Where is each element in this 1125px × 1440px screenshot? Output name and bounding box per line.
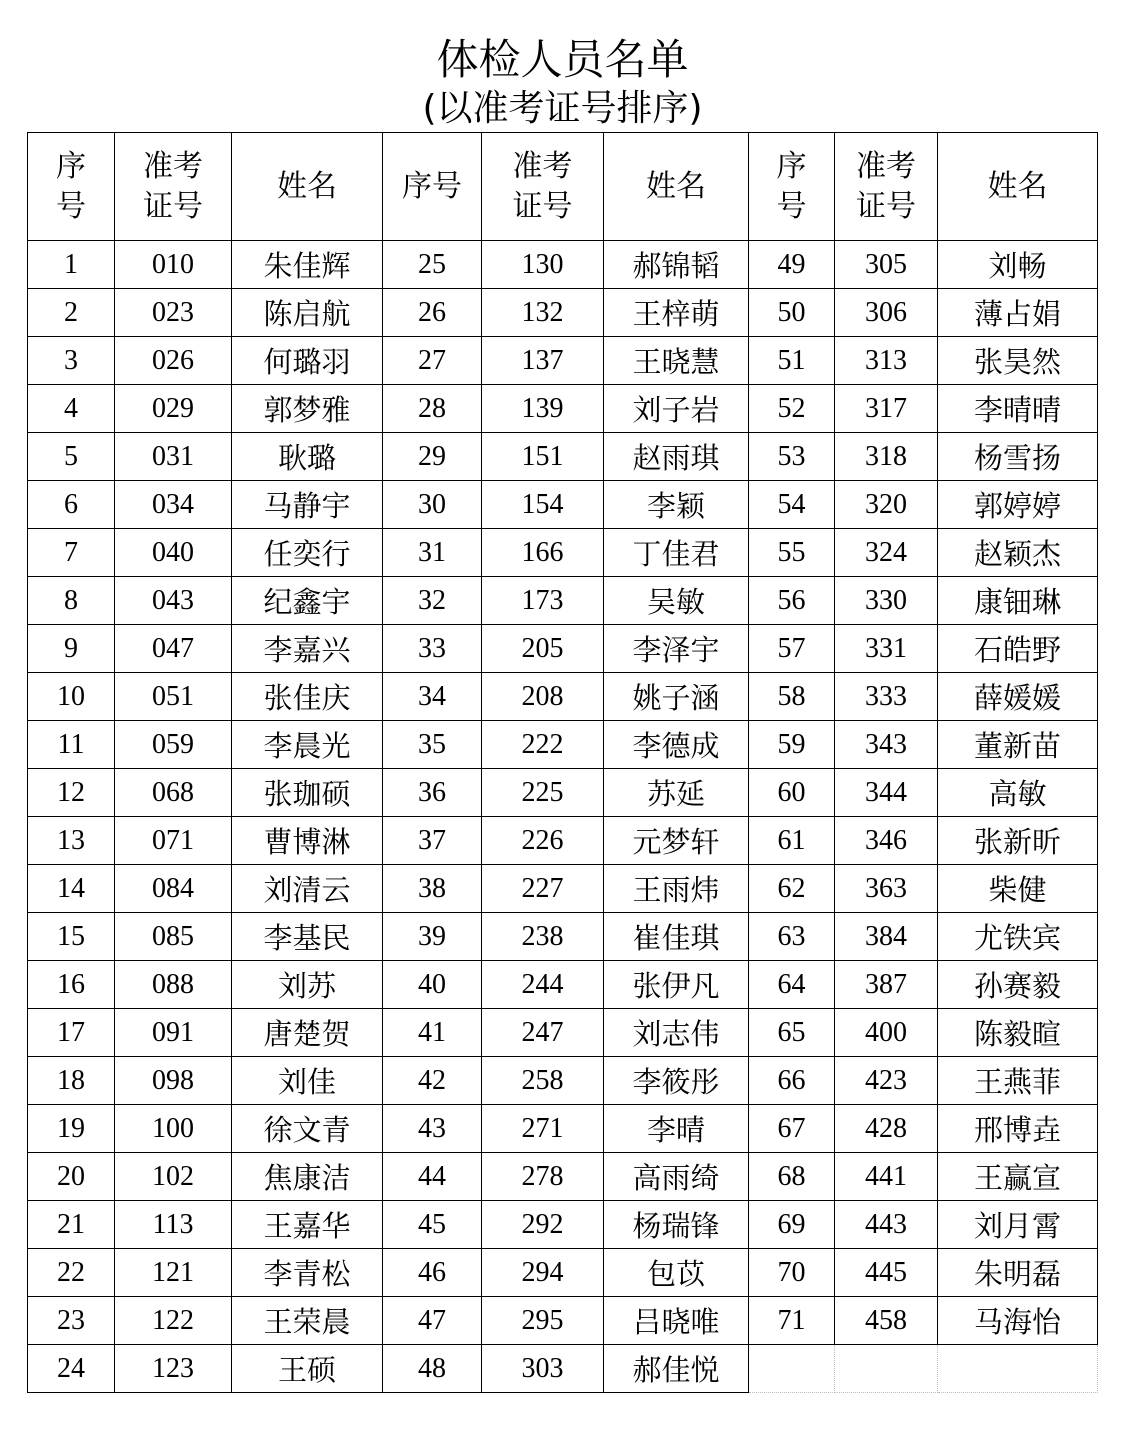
seq-cell: 55 xyxy=(749,529,835,577)
table-row xyxy=(28,961,1098,1009)
name-cell: 李晴 xyxy=(604,1105,749,1153)
exam-id-cell: 085 xyxy=(115,913,232,961)
page-subtitle: (以准考证号排序) xyxy=(422,88,703,129)
seq-cell: 4 xyxy=(28,385,115,433)
table-row xyxy=(28,817,1098,865)
exam-id-cell: 068 xyxy=(115,769,232,817)
roster-table xyxy=(27,132,1098,1393)
name-cell: 任奕行 xyxy=(232,529,383,577)
exam-id-cell: 139 xyxy=(482,385,604,433)
seq-cell: 64 xyxy=(749,961,835,1009)
name-cell: 李晴晴 xyxy=(938,385,1098,433)
name-cell: 郭梦雅 xyxy=(232,385,383,433)
name-cell: 李基民 xyxy=(232,913,383,961)
seq-cell: 10 xyxy=(28,673,115,721)
exam-id-cell: 205 xyxy=(482,625,604,673)
name-cell: 丁佳君 xyxy=(604,529,749,577)
seq-cell: 18 xyxy=(28,1057,115,1105)
name-cell: 李筱彤 xyxy=(604,1057,749,1105)
name-cell: 张昊然 xyxy=(938,337,1098,385)
table-row xyxy=(28,1201,1098,1249)
seq-cell: 17 xyxy=(28,1009,115,1057)
seq-cell: 58 xyxy=(749,673,835,721)
table-row xyxy=(28,1297,1098,1345)
seq-cell: 67 xyxy=(749,1105,835,1153)
header-seq: 序号 xyxy=(383,133,482,241)
exam-id-cell: 023 xyxy=(115,289,232,337)
name-cell: 王硕 xyxy=(232,1345,383,1393)
seq-cell: 61 xyxy=(749,817,835,865)
table-row xyxy=(28,673,1098,721)
name-cell: 刘苏 xyxy=(232,961,383,1009)
name-cell: 薛媛媛 xyxy=(938,673,1098,721)
table-row xyxy=(28,1057,1098,1105)
seq-cell: 31 xyxy=(383,529,482,577)
name-cell: 张珈硕 xyxy=(232,769,383,817)
seq-cell: 65 xyxy=(749,1009,835,1057)
table-row xyxy=(28,625,1098,673)
seq-cell: 36 xyxy=(383,769,482,817)
exam-id-cell: 043 xyxy=(115,577,232,625)
table-row xyxy=(28,1009,1098,1057)
name-cell: 朱佳辉 xyxy=(232,241,383,289)
name-cell: 薄占娟 xyxy=(938,289,1098,337)
seq-cell: 26 xyxy=(383,289,482,337)
seq-cell: 9 xyxy=(28,625,115,673)
seq-cell: 38 xyxy=(383,865,482,913)
name-cell: 杨瑞锋 xyxy=(604,1201,749,1249)
exam-id-cell: 166 xyxy=(482,529,604,577)
seq-cell: 16 xyxy=(28,961,115,1009)
exam-id-cell: 295 xyxy=(482,1297,604,1345)
seq-cell: 53 xyxy=(749,433,835,481)
name-cell: 马静宇 xyxy=(232,481,383,529)
name-cell: 王雨炜 xyxy=(604,865,749,913)
seq-cell: 51 xyxy=(749,337,835,385)
name-cell: 王嘉华 xyxy=(232,1201,383,1249)
page-title: 体检人员名单 xyxy=(436,35,689,84)
exam-id-cell: 445 xyxy=(835,1249,938,1297)
exam-id-cell: 121 xyxy=(115,1249,232,1297)
table-row xyxy=(28,433,1098,481)
seq-cell: 43 xyxy=(383,1105,482,1153)
seq-cell: 23 xyxy=(28,1297,115,1345)
table-row xyxy=(28,577,1098,625)
name-cell: 张伊凡 xyxy=(604,961,749,1009)
seq-cell: 5 xyxy=(28,433,115,481)
seq-cell: 27 xyxy=(383,337,482,385)
seq-cell: 54 xyxy=(749,481,835,529)
name-cell: 元梦轩 xyxy=(604,817,749,865)
table-row xyxy=(28,481,1098,529)
seq-cell: 39 xyxy=(383,913,482,961)
name-cell: 李颖 xyxy=(604,481,749,529)
name-cell: 王晓慧 xyxy=(604,337,749,385)
name-cell: 刘畅 xyxy=(938,241,1098,289)
seq-cell: 6 xyxy=(28,481,115,529)
table-row xyxy=(28,913,1098,961)
seq-cell: 35 xyxy=(383,721,482,769)
name-cell: 刘月霄 xyxy=(938,1201,1098,1249)
seq-cell: 2 xyxy=(28,289,115,337)
exam-id-cell: 084 xyxy=(115,865,232,913)
name-cell: 王梓萌 xyxy=(604,289,749,337)
exam-id-cell: 047 xyxy=(115,625,232,673)
table-row xyxy=(28,1345,1098,1393)
table-row xyxy=(28,769,1098,817)
exam-id-cell: 040 xyxy=(115,529,232,577)
table-row xyxy=(28,1105,1098,1153)
name-cell: 徐文青 xyxy=(232,1105,383,1153)
seq-cell: 3 xyxy=(28,337,115,385)
exam-id-cell: 387 xyxy=(835,961,938,1009)
exam-id-cell: 222 xyxy=(482,721,604,769)
name-cell: 何璐羽 xyxy=(232,337,383,385)
exam-id-cell: 130 xyxy=(482,241,604,289)
name-cell: 包苡 xyxy=(604,1249,749,1297)
exam-id-cell: 305 xyxy=(835,241,938,289)
exam-id-cell: 100 xyxy=(115,1105,232,1153)
seq-cell: 37 xyxy=(383,817,482,865)
seq-cell: 68 xyxy=(749,1153,835,1201)
seq-cell: 41 xyxy=(383,1009,482,1057)
header-name: 姓名 xyxy=(938,133,1098,241)
table-row xyxy=(28,721,1098,769)
exam-id-cell: 051 xyxy=(115,673,232,721)
seq-cell: 69 xyxy=(749,1201,835,1249)
seq-cell: 12 xyxy=(28,769,115,817)
seq-cell: 22 xyxy=(28,1249,115,1297)
table-row xyxy=(28,337,1098,385)
seq-cell: 63 xyxy=(749,913,835,961)
seq-cell: 50 xyxy=(749,289,835,337)
exam-id-cell: 346 xyxy=(835,817,938,865)
exam-id-cell: 278 xyxy=(482,1153,604,1201)
name-cell: 高雨绮 xyxy=(604,1153,749,1201)
seq-cell: 48 xyxy=(383,1345,482,1393)
seq-cell: 14 xyxy=(28,865,115,913)
name-cell: 刘清云 xyxy=(232,865,383,913)
seq-cell: 56 xyxy=(749,577,835,625)
empty-cell xyxy=(749,1345,835,1393)
header-row xyxy=(28,133,1098,241)
name-cell: 王荣晨 xyxy=(232,1297,383,1345)
empty-cell xyxy=(938,1345,1098,1393)
seq-cell: 29 xyxy=(383,433,482,481)
name-cell: 唐楚贺 xyxy=(232,1009,383,1057)
empty-cell xyxy=(835,1345,938,1393)
table-row xyxy=(28,865,1098,913)
exam-id-cell: 010 xyxy=(115,241,232,289)
seq-cell: 21 xyxy=(28,1201,115,1249)
exam-id-cell: 400 xyxy=(835,1009,938,1057)
exam-id-cell: 294 xyxy=(482,1249,604,1297)
exam-id-cell: 344 xyxy=(835,769,938,817)
name-cell: 尤铁宾 xyxy=(938,913,1098,961)
exam-id-cell: 317 xyxy=(835,385,938,433)
name-cell: 李青松 xyxy=(232,1249,383,1297)
name-cell: 李嘉兴 xyxy=(232,625,383,673)
exam-id-cell: 034 xyxy=(115,481,232,529)
exam-id-cell: 102 xyxy=(115,1153,232,1201)
exam-id-cell: 247 xyxy=(482,1009,604,1057)
exam-id-cell: 029 xyxy=(115,385,232,433)
seq-cell: 34 xyxy=(383,673,482,721)
name-cell: 康钿琳 xyxy=(938,577,1098,625)
exam-id-cell: 271 xyxy=(482,1105,604,1153)
table-row xyxy=(28,529,1098,577)
seq-cell: 57 xyxy=(749,625,835,673)
exam-id-cell: 208 xyxy=(482,673,604,721)
header-seq: 序 号 xyxy=(28,133,115,241)
seq-cell: 1 xyxy=(28,241,115,289)
exam-id-cell: 238 xyxy=(482,913,604,961)
name-cell: 石皓野 xyxy=(938,625,1098,673)
name-cell: 张新昕 xyxy=(938,817,1098,865)
seq-cell: 19 xyxy=(28,1105,115,1153)
name-cell: 耿璐 xyxy=(232,433,383,481)
exam-id-cell: 318 xyxy=(835,433,938,481)
name-cell: 高敏 xyxy=(938,769,1098,817)
seq-cell: 59 xyxy=(749,721,835,769)
exam-id-cell: 363 xyxy=(835,865,938,913)
name-cell: 郭婷婷 xyxy=(938,481,1098,529)
exam-id-cell: 113 xyxy=(115,1201,232,1249)
exam-id-cell: 088 xyxy=(115,961,232,1009)
name-cell: 纪鑫宇 xyxy=(232,577,383,625)
name-cell: 朱明磊 xyxy=(938,1249,1098,1297)
seq-cell: 47 xyxy=(383,1297,482,1345)
name-cell: 郝佳悦 xyxy=(604,1345,749,1393)
name-cell: 崔佳琪 xyxy=(604,913,749,961)
name-cell: 李晨光 xyxy=(232,721,383,769)
table-row xyxy=(28,385,1098,433)
seq-cell: 71 xyxy=(749,1297,835,1345)
exam-id-cell: 226 xyxy=(482,817,604,865)
exam-id-cell: 122 xyxy=(115,1297,232,1345)
exam-id-cell: 227 xyxy=(482,865,604,913)
seq-cell: 66 xyxy=(749,1057,835,1105)
name-cell: 孙赛毅 xyxy=(938,961,1098,1009)
name-cell: 赵雨琪 xyxy=(604,433,749,481)
name-cell: 曹博淋 xyxy=(232,817,383,865)
seq-cell: 8 xyxy=(28,577,115,625)
seq-cell: 49 xyxy=(749,241,835,289)
exam-id-cell: 384 xyxy=(835,913,938,961)
name-cell: 苏延 xyxy=(604,769,749,817)
name-cell: 陈启航 xyxy=(232,289,383,337)
name-cell: 王赢宣 xyxy=(938,1153,1098,1201)
exam-id-cell: 173 xyxy=(482,577,604,625)
name-cell: 李德成 xyxy=(604,721,749,769)
seq-cell: 62 xyxy=(749,865,835,913)
header-exam-id: 准考 证号 xyxy=(115,133,232,241)
seq-cell: 33 xyxy=(383,625,482,673)
name-cell: 柴健 xyxy=(938,865,1098,913)
table-row xyxy=(28,241,1098,289)
seq-cell: 13 xyxy=(28,817,115,865)
exam-id-cell: 458 xyxy=(835,1297,938,1345)
name-cell: 刘佳 xyxy=(232,1057,383,1105)
seq-cell: 52 xyxy=(749,385,835,433)
header-name: 姓名 xyxy=(232,133,383,241)
seq-cell: 45 xyxy=(383,1201,482,1249)
name-cell: 邢博垚 xyxy=(938,1105,1098,1153)
exam-id-cell: 071 xyxy=(115,817,232,865)
name-cell: 赵颖杰 xyxy=(938,529,1098,577)
name-cell: 杨雪扬 xyxy=(938,433,1098,481)
exam-id-cell: 132 xyxy=(482,289,604,337)
header-exam-id: 准考 证号 xyxy=(482,133,604,241)
exam-id-cell: 330 xyxy=(835,577,938,625)
seq-cell: 28 xyxy=(383,385,482,433)
exam-id-cell: 306 xyxy=(835,289,938,337)
exam-id-cell: 031 xyxy=(115,433,232,481)
exam-id-cell: 320 xyxy=(835,481,938,529)
seq-cell: 11 xyxy=(28,721,115,769)
header-exam-id: 准考 证号 xyxy=(835,133,938,241)
exam-id-cell: 154 xyxy=(482,481,604,529)
name-cell: 郝锦韬 xyxy=(604,241,749,289)
exam-id-cell: 324 xyxy=(835,529,938,577)
exam-id-cell: 441 xyxy=(835,1153,938,1201)
seq-cell: 46 xyxy=(383,1249,482,1297)
seq-cell: 40 xyxy=(383,961,482,1009)
seq-cell: 42 xyxy=(383,1057,482,1105)
name-cell: 吕晓唯 xyxy=(604,1297,749,1345)
exam-id-cell: 059 xyxy=(115,721,232,769)
seq-cell: 20 xyxy=(28,1153,115,1201)
exam-id-cell: 098 xyxy=(115,1057,232,1105)
exam-id-cell: 428 xyxy=(835,1105,938,1153)
name-cell: 刘子岩 xyxy=(604,385,749,433)
table-row xyxy=(28,289,1098,337)
name-cell: 刘志伟 xyxy=(604,1009,749,1057)
seq-cell: 7 xyxy=(28,529,115,577)
seq-cell: 30 xyxy=(383,481,482,529)
header-name: 姓名 xyxy=(604,133,749,241)
name-cell: 马海怡 xyxy=(938,1297,1098,1345)
seq-cell: 25 xyxy=(383,241,482,289)
name-cell: 焦康洁 xyxy=(232,1153,383,1201)
exam-id-cell: 225 xyxy=(482,769,604,817)
seq-cell: 24 xyxy=(28,1345,115,1393)
exam-id-cell: 091 xyxy=(115,1009,232,1057)
name-cell: 吴敏 xyxy=(604,577,749,625)
exam-id-cell: 331 xyxy=(835,625,938,673)
exam-id-cell: 343 xyxy=(835,721,938,769)
name-cell: 李泽宇 xyxy=(604,625,749,673)
name-cell: 王燕菲 xyxy=(938,1057,1098,1105)
name-cell: 陈毅暄 xyxy=(938,1009,1098,1057)
exam-id-cell: 258 xyxy=(482,1057,604,1105)
header-seq: 序 号 xyxy=(749,133,835,241)
exam-id-cell: 333 xyxy=(835,673,938,721)
exam-id-cell: 026 xyxy=(115,337,232,385)
exam-id-cell: 292 xyxy=(482,1201,604,1249)
exam-id-cell: 313 xyxy=(835,337,938,385)
seq-cell: 32 xyxy=(383,577,482,625)
table-row xyxy=(28,1153,1098,1201)
seq-cell: 70 xyxy=(749,1249,835,1297)
table-row xyxy=(28,1249,1098,1297)
name-cell: 张佳庆 xyxy=(232,673,383,721)
name-cell: 姚子涵 xyxy=(604,673,749,721)
exam-id-cell: 423 xyxy=(835,1057,938,1105)
exam-id-cell: 151 xyxy=(482,433,604,481)
name-cell: 董新苗 xyxy=(938,721,1098,769)
exam-id-cell: 303 xyxy=(482,1345,604,1393)
seq-cell: 15 xyxy=(28,913,115,961)
exam-id-cell: 137 xyxy=(482,337,604,385)
exam-id-cell: 443 xyxy=(835,1201,938,1249)
exam-id-cell: 244 xyxy=(482,961,604,1009)
seq-cell: 44 xyxy=(383,1153,482,1201)
exam-id-cell: 123 xyxy=(115,1345,232,1393)
seq-cell: 60 xyxy=(749,769,835,817)
